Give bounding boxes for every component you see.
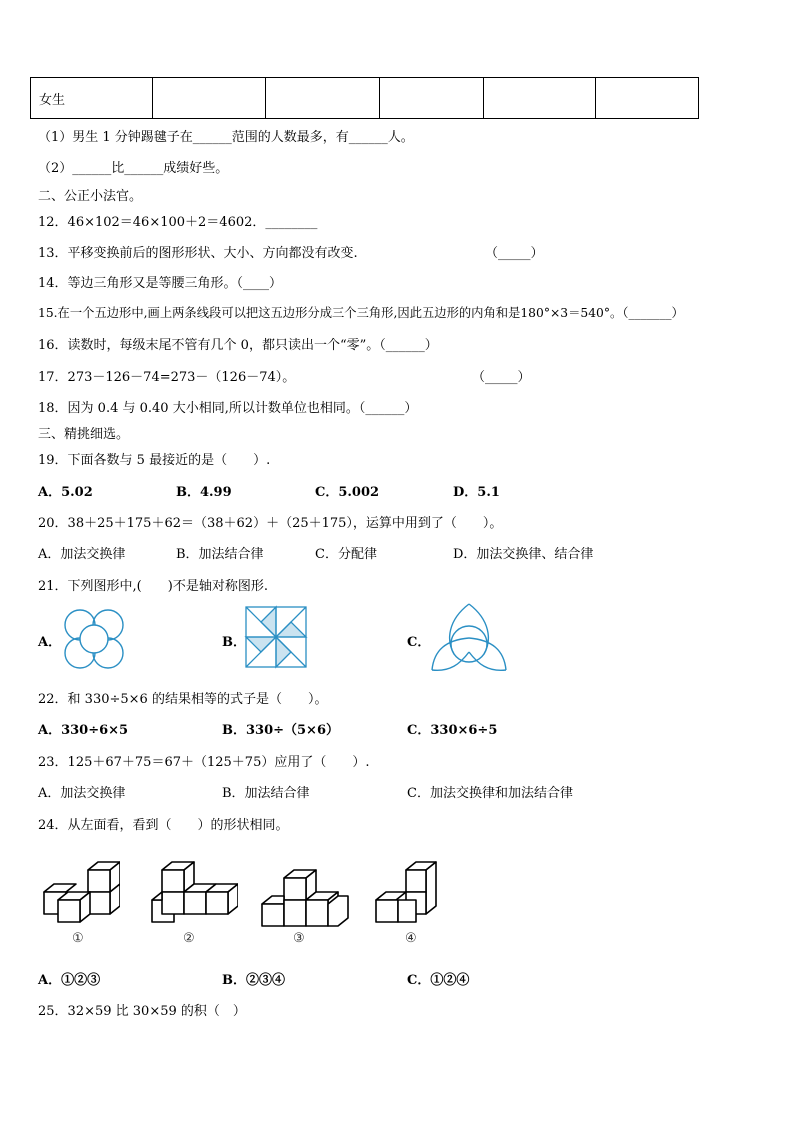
q19-option-b[interactable]: B．4.99 [176, 485, 232, 500]
q20-option-b[interactable]: B．加法结合律 [176, 547, 264, 562]
question-19: 19．下面各数与 5 最接近的是（ ）. [38, 453, 271, 468]
q23-option-c[interactable]: C．加法交换律和加法结合律 [407, 786, 573, 801]
q24-option-a[interactable]: A．①②③ [38, 973, 101, 988]
table-cell [153, 78, 266, 119]
q20-option-c[interactable]: C．分配律 [315, 547, 377, 562]
question-13: 13．平移变换前后的图形形状、大小、方向都没有改变. [38, 246, 358, 261]
cube-caption-4: ④ [405, 931, 417, 946]
question-14: 14．等边三角形又是等腰三角形。（____） [38, 276, 283, 291]
question-24: 24．从左面看，看到（ ）的形状相同。 [38, 818, 289, 833]
question-16: 16．读数时，每级末尾不管有几个 0，都只读出一个“零”。（______） [38, 338, 438, 353]
table-cell [380, 78, 484, 119]
q19-option-d[interactable]: D．5.1 [453, 485, 500, 500]
cube-figure-1 [40, 858, 120, 928]
cube-caption-1: ① [72, 931, 84, 946]
q23-option-b[interactable]: B．加法结合律 [222, 786, 310, 801]
question-18: 18．因为 0.4 与 0.40 大小相同,所以计数单位也相同。（______） [38, 401, 418, 416]
question-21: 21．下列图形中,( )不是轴对称图形. [38, 579, 268, 594]
score-table [30, 77, 699, 119]
cube-caption-3: ③ [293, 931, 305, 946]
q19-option-a[interactable]: A．5.02 [38, 485, 93, 500]
question-25: 25．32×59 比 30×59 的积（ ） [38, 1004, 246, 1019]
question-23: 23．125＋67＋75＝67＋（125＋75）应用了（ ）. [38, 755, 370, 770]
table-row [31, 78, 699, 119]
q24-option-c[interactable]: C．①②④ [407, 973, 470, 988]
question-20: 20．38＋25＋175＋62＝（38＋62）＋（25＋175），运算中用到了（ ）。 [38, 516, 503, 531]
question-11-part-2: （2）______比______成绩好些。 [38, 161, 229, 176]
q20-option-a[interactable]: A．加法交换律 [38, 547, 126, 562]
cube-figure-4 [372, 858, 438, 928]
q21-option-c[interactable]: C． [407, 635, 431, 650]
question-22: 22．和 330÷5×6 的结果相等的式子是（ ）。 [38, 692, 328, 707]
table-cell [596, 78, 699, 119]
table-row-label: 女生 [31, 78, 153, 119]
question-15: 15.在一个五边形中,画上两条线段可以把这五边形分成三个三角形,因此五边形的内角和是180°×3＝540°。（_______） [38, 306, 684, 320]
cube-figure-3 [260, 866, 350, 932]
q21-option-b[interactable]: B． [222, 635, 246, 650]
q22-option-a[interactable]: A．330÷6×5 [38, 723, 129, 738]
cube-caption-2: ② [183, 931, 195, 946]
q19-option-c[interactable]: C．5.002 [315, 485, 380, 500]
cube-figure-2 [150, 858, 238, 928]
table-cell [484, 78, 596, 119]
question-17: 17．273－126－74=273－（126－74）。 [38, 370, 296, 385]
table-cell [266, 78, 380, 119]
question-11-part-1: （1）男生 1 分钟踢毽子在______范围的人数最多，有______人。 [38, 130, 414, 145]
question-12: 12．46×102＝46×100＋2＝4602．________ [38, 215, 318, 230]
pinwheel-figure [244, 605, 308, 669]
three-circle-knot-figure [430, 602, 508, 674]
q22-option-b[interactable]: B．330÷（5×6） [222, 723, 340, 738]
q22-option-c[interactable]: C．330×6÷5 [407, 723, 498, 738]
q21-option-a[interactable]: A． [38, 635, 62, 650]
section-3-heading: 三、精挑细选。 [38, 427, 130, 442]
four-petal-flower-figure [60, 607, 128, 671]
q23-option-a[interactable]: A．加法交换律 [38, 786, 126, 801]
question-13-blank: （_____） [485, 246, 544, 261]
question-17-blank: （_____） [472, 370, 531, 385]
q20-option-d[interactable]: D．加法交换律、结合律 [453, 547, 594, 562]
section-2-heading: 二、公正小法官。 [38, 189, 143, 204]
q24-option-b[interactable]: B．②③④ [222, 973, 285, 988]
